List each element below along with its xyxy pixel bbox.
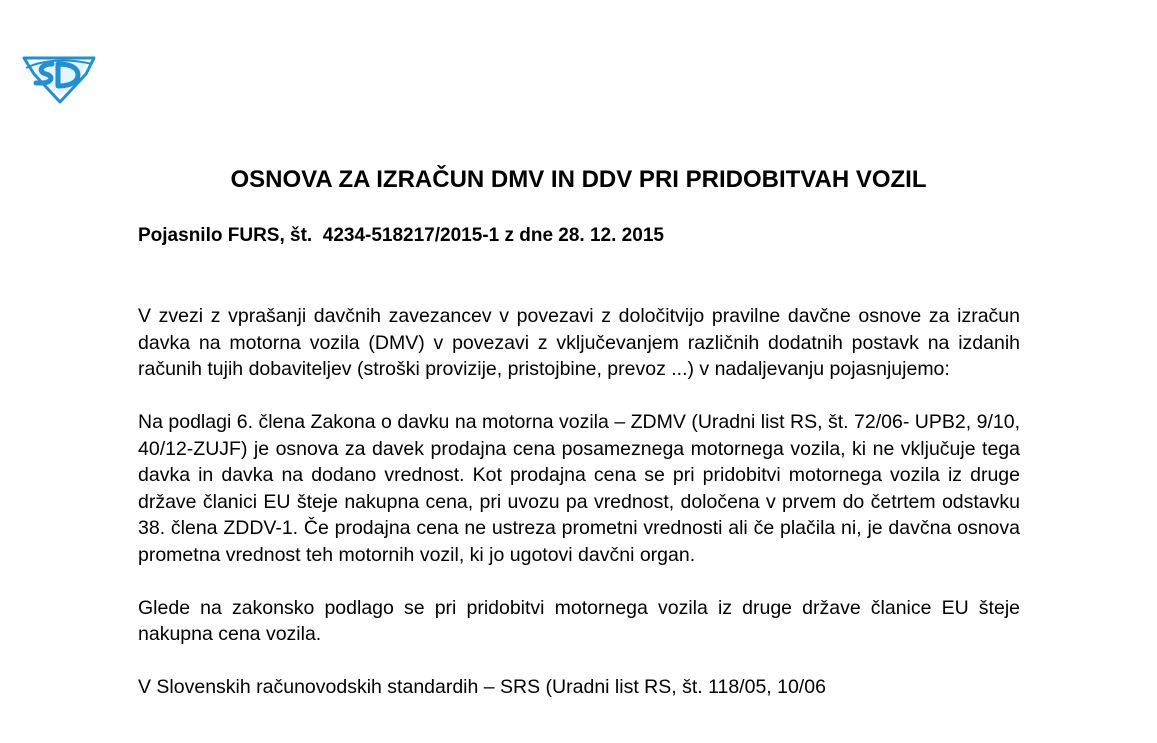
sd-shield-logo-icon	[22, 50, 96, 104]
paragraph: Glede na zakonsko podlago se pri pridobitvi motornega vozila iz druge države članice EU šteje nakupna cena vozila.	[138, 596, 1020, 645]
paragraph: V Slovenskih računovodskih standardih – SRS (Uradni list RS, št. 118/05, 10/06	[138, 676, 826, 698]
document-subtitle: Pojasnilo FURS, št. 4234-518217/2015-1 z dne 28. 12. 2015	[138, 225, 664, 246]
paragraph: Na podlagi 6. člena Zakona o davku na motorna vozila – ZDMV (Uradni list RS, št. 72/06- UPB2, 9/10, 40/12-ZUJF) je osnova za davek prodajna cena posameznega motornega vozila, ki ne vključuje tega davka in davka na dodano vrednost. Kot prodajna cena se pri pridobitvi motornega vozila iz druge države članici EU šteje nakupna cena, pri uvozu pa vrednost, določena v prvem do četrtem odstavku 38. člena ZDDV-1. Če prodajna cena ne ustreza prometni vrednosti ali če plačila ni, je davčna osnova prometna vrednost teh motornih vozil, ki jo ugotovi davčni organ.	[138, 411, 1020, 566]
paragraph: V zvezi z vprašanji davčnih zavezancev v povezavi z določitvijo pravilne davčne osnove za izračun davka na motorna vozila (DMV) v povezavi z vključevanjem različnih dodatnih postavk na izdanih računih tujih dobaviteljev (stroški provizije, pristojbine, prevoz ...) v nadaljevanju pojasnjujemo:	[138, 305, 1020, 380]
document-body	[138, 303, 1020, 727]
document-title: OSNOVA ZA IZRAČUN DMV IN DDV PRI PRIDOBITVAH VOZIL	[230, 166, 927, 193]
